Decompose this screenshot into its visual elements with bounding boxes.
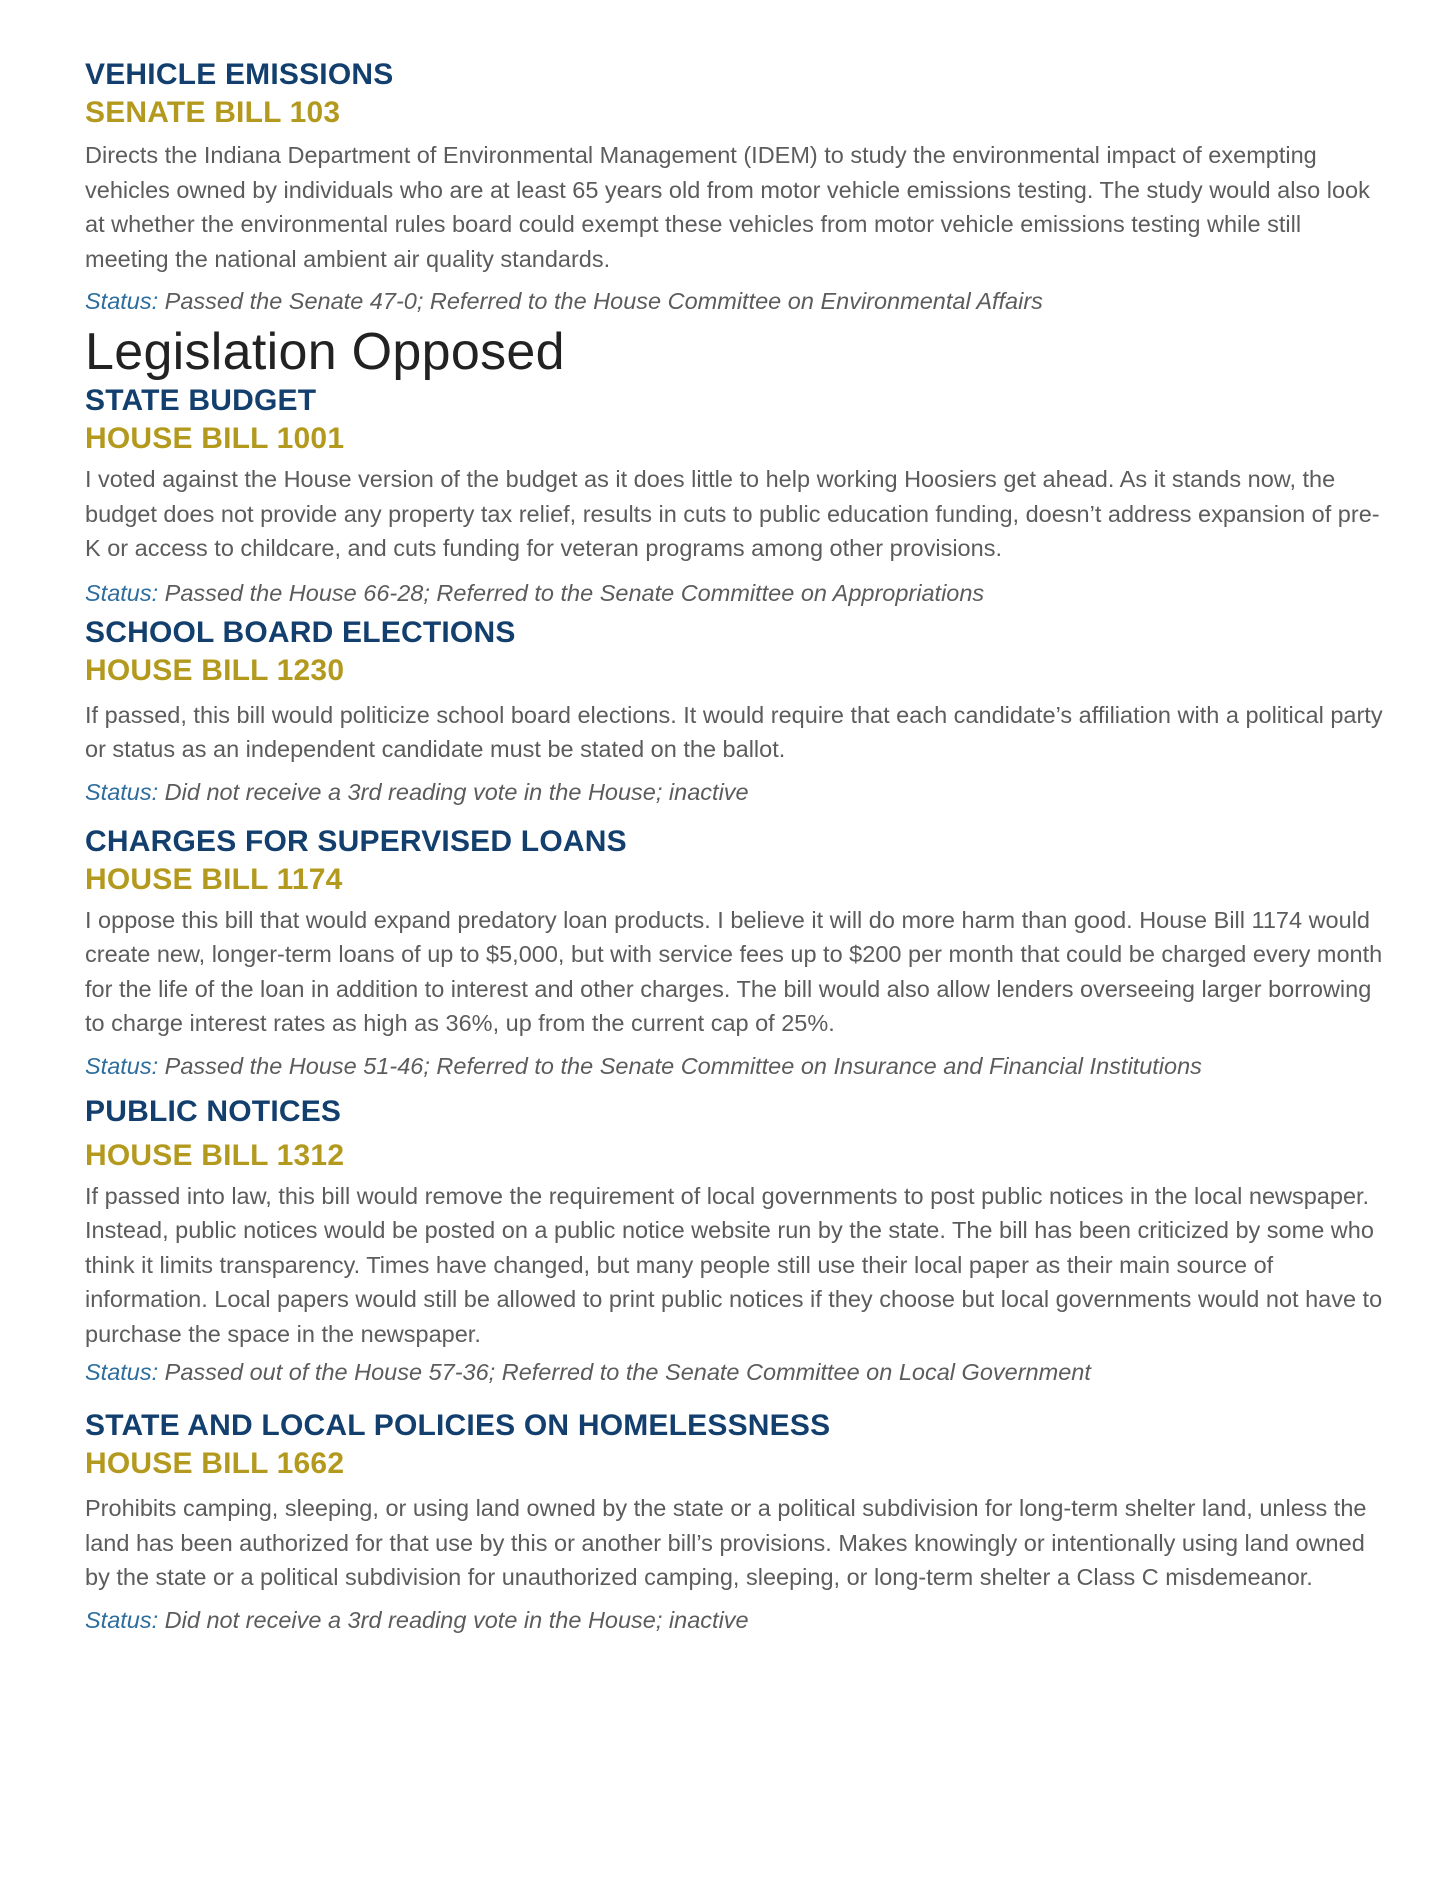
bill-description: I voted against the House version of the budget as it does little to help working Hoosiers get ahead. As it stands now, the budget does not provide any property tax relief, results in cuts to public education funding, doesn’t address expansion of pre-K or access to childcare, and cuts funding for veteran programs among other provisions.	[85, 466, 1380, 561]
bill-status	[85, 1355, 1385, 1389]
bill-status	[85, 576, 1385, 610]
status-text: Did not receive a 3rd reading vote in the House; inactive	[158, 1606, 749, 1633]
status-label: Status:	[85, 778, 159, 805]
bill-number: HOUSE BILL 1230	[85, 653, 345, 687]
bill-status	[85, 284, 1385, 318]
bill-topic: SCHOOL BOARD ELECTIONS	[85, 615, 516, 649]
bill-homelessness	[85, 1407, 1385, 1637]
bill-state-budget	[85, 382, 1385, 610]
bill-description: If passed into law, this bill would remove the requirement of local governments to post public notices in the local newspaper. Instead, public notices would be posted on a public notice website run by the state. The bill has been criticized by some who think it limits transparency. Times have changed, but many people still use their local paper as their main source of information. Local papers would still be allowed to print public notices if they choose but local governments would not have to purchase the space in the newspaper.	[85, 1182, 1383, 1347]
page-content	[85, 56, 1385, 1637]
bill-number: HOUSE BILL 1174	[85, 862, 343, 896]
bill-topic: VEHICLE EMISSIONS	[85, 58, 394, 91]
status-text: Passed the House 51-46; Referred to the Senate Committee on Insurance and Financial Institutions	[158, 1052, 1202, 1079]
status-label: Status:	[85, 1052, 159, 1079]
status-text: Passed the Senate 47-0; Referred to the House Committee on Environmental Affairs	[158, 288, 1043, 314]
bill-status	[85, 775, 1385, 809]
status-label: Status:	[85, 579, 159, 606]
bill-number: HOUSE BILL 1001	[85, 422, 345, 455]
bill-topic: PUBLIC NOTICES	[85, 1094, 342, 1128]
bill-description: Directs the Indiana Department of Environmental Management (IDEM) to study the environmental impact of exempting vehicles owned by individuals who are at least 65 years old from motor vehicle emissions testing. The study would also look at whether the environmental rules board could exempt these vehicles from motor vehicle emissions testing while still meeting the national ambient air quality standards.	[85, 142, 1370, 272]
bill-number: SENATE BILL 103	[85, 96, 341, 129]
status-label: Status:	[85, 288, 159, 314]
bill-description: I oppose this bill that would expand predatory loan products. I believe it will do more harm than good. House Bill 1174 would create new, longer-term loans of up to $5,000, but with service fees up to $200 per month that could be charged every month for the life of the loan in addition to interest and other charges. The bill would also allow lenders overseeing larger borrowing to charge interest rates as high as 36%, up from the current cap of 25%.	[85, 906, 1383, 1036]
bill-description: Prohibits camping, sleeping, or using land owned by the state or a political subdivision for long-term shelter land, unless the land has been authorized for that use by this or another bill’s provisions. Makes knowingly or intentionally using land owned by the state or a political subdivision for unauthorized camping, sleeping, or long-term shelter a Class C misdemeanor.	[85, 1495, 1367, 1590]
bill-number: HOUSE BILL 1662	[85, 1447, 345, 1480]
bill-status	[85, 1049, 1385, 1083]
bill-status	[85, 1603, 1385, 1637]
bill-topic: STATE BUDGET	[85, 384, 317, 417]
bill-supervised-loans	[85, 823, 1385, 1083]
bill-vehicle-emissions	[85, 56, 1385, 318]
section-title: Legislation Opposed	[85, 323, 565, 381]
bill-number: HOUSE BILL 1312	[85, 1138, 345, 1172]
status-text: Passed out of the House 57-36; Referred to the Senate Committee on Local Government	[158, 1359, 1091, 1385]
bill-school-board-elections	[85, 614, 1385, 809]
status-text: Passed the House 66-28; Referred to the Senate Committee on Appropriations	[158, 579, 985, 606]
status-label: Status:	[85, 1359, 159, 1385]
bill-public-notices	[85, 1093, 1385, 1390]
bill-topic: CHARGES FOR SUPERVISED LOANS	[85, 824, 627, 858]
status-label: Status:	[85, 1606, 159, 1633]
status-text: Did not receive a 3rd reading vote in the House; inactive	[158, 778, 749, 805]
bill-topic: STATE AND LOCAL POLICIES ON HOMELESSNESS	[85, 1409, 831, 1442]
bill-description: If passed, this bill would politicize school board elections. It would require that each candidate’s affiliation with a political party or status as an independent candidate must be stated on the ballot.	[85, 701, 1383, 762]
